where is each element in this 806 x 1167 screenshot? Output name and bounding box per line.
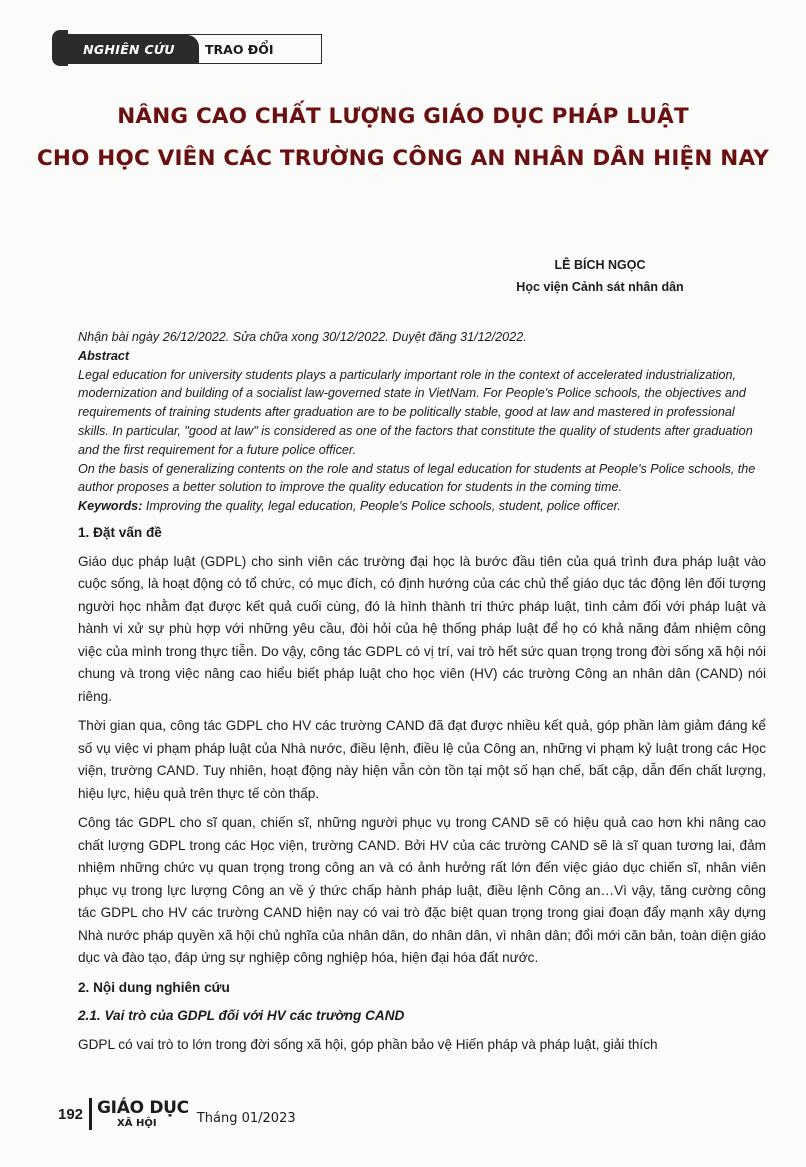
body-paragraph-4: GDPL có vai trò to lớn trong đời sống xã hội, góp phần bảo vệ Hiến pháp và pháp luật, giải thích — [78, 1036, 658, 1052]
subsection-heading-2-1: 2.1. Vai trò của GDPL đối với HV các trường CAND — [78, 1008, 405, 1023]
journal-logo — [97, 1097, 189, 1129]
footer-divider — [89, 1098, 92, 1130]
body-paragraph-2: Thời gian qua, công tác GDPL cho HV các trường CAND đã đạt được nhiều kết quả, góp phần làm giảm đáng kể số vụ việc vi phạm pháp luật của Nhà nước, điều lệnh, điều lệ của Công an, những vi phạm kỷ luật trong các Học viện, trường CAND. Tuy nhiên, hoạt động này hiện vẫn còn tồn tại một số hạn chế, bất cập, dẫn đến chất lượng, hiệu lực, hiệu quả trên thực tế còn thấp. — [78, 718, 766, 801]
keywords-line — [78, 497, 766, 516]
issue-date: Tháng 01/2023 — [196, 1110, 296, 1126]
section-heading-1: 1. Đặt vấn đề — [78, 525, 162, 540]
keywords-label: Keywords: — [78, 499, 143, 514]
title-line-1: NÂNG CAO CHẤT LƯỢNG GIÁO DỤC PHÁP LUẬT — [117, 104, 689, 129]
abstract-block — [78, 328, 766, 516]
section-heading-2: 2. Nội dung nghiên cứu — [78, 979, 230, 995]
abstract-heading: Abstract — [78, 348, 130, 363]
page-number: 192 — [58, 1105, 84, 1123]
section-label-research: NGHIÊN CỨU — [59, 35, 199, 63]
author-block — [470, 254, 730, 298]
abstract-paragraph-1: Legal education for university students plays a particularly important role in the context of accelerated industrialization, modernization and building of a socialist law-governed state in VietNam. For People's Police schools, the objectives and requirements of training students after graduation are to be politically stable, good at law and mastered in professional skills. In particular, "good at law" is considered as one of the factors that constitute the quality of students after graduation and the first requirement for a future police officer. — [78, 367, 753, 457]
title-line-2: CHO HỌC VIÊN CÁC TRƯỜNG CÔNG AN NHÂN DÂN HIỆN NAY — [36, 146, 770, 171]
keywords-text: Improving the quality, legal education, People's Police schools, student, police officer. — [142, 499, 621, 514]
body-paragraph-1: Giáo dục pháp luật (GDPL) cho sinh viên các trường đại học là bước đầu tiên của quá trình đưa pháp luật vào cuộc sống, là hoạt động có tổ chức, có mục đích, có định hướng của các chủ thể giáo dục tác động lên đối tượng người học nhằm đạt được kết quả cuối cùng, đó là hình thành tri thức pháp luật, tình cảm đối với pháp luật và hành vi xử sự phù hợp với những yêu cầu, đòi hỏi của hệ thống pháp luật để họ có khả năng đảm nhiệm công việc của mình trong thực tiễn. Do vậy, công tác GDPL có vị trí, vai trò hết sức quan trọng trong đời sống xã hội nói chung và trong việc nâng cao hiểu biết pháp luật cho học viên (HV) các trường Công an nhân dân (CAND) nói riêng. — [78, 553, 766, 704]
article-body — [78, 522, 766, 1063]
submission-dates: Nhận bài ngày 26/12/2022. Sửa chữa xong 30/12/2022. Duyệt đăng 31/12/2022. — [78, 330, 527, 344]
page-footer — [58, 1094, 358, 1134]
logo-main-text: GIÁO DỤC — [97, 1097, 189, 1118]
author-name: LÊ BÍCH NGỌC — [554, 258, 646, 272]
section-label-exchange: TRAO ĐỔI — [205, 41, 274, 57]
article-title — [30, 96, 776, 180]
section-header — [58, 34, 322, 64]
body-paragraph-3: Công tác GDPL cho sĩ quan, chiến sĩ, những người phục vụ trong CAND sẽ có hiệu quả cao hơn khi nâng cao chất lượng GDPL trong các Học viện, trường CAND. Bởi HV của các trường CAND sẽ là sĩ quan tương lai, đảm nhiệm những chức vụ quan trọng trong công an và có ảnh hưởng rất lớn đến việc giáo dục chiến sĩ, nhân viên phục vụ trong lực lượng Công an về ý thức chấp hành pháp luật, điều lệnh Công an…Vì vậy, tăng cường công tác GDPL cho HV các trường CAND hiện nay có vai trò đặc biệt quan trọng trong giai đoạn đẩy mạnh xây dựng Nhà nước pháp quyền xã hội chủ nghĩa của nhân dân, do nhân dân, vì nhân dân; đổi mới căn bản, toàn diện giáo dục và đào tạo, đáp ứng sự nghiệp công nghiệp hóa, hiện đại hóa đất nước. — [78, 815, 766, 965]
author-affiliation: Học viện Cảnh sát nhân dân — [516, 280, 684, 294]
logo-sub-text: XÃ HỘI — [117, 1117, 157, 1129]
abstract-paragraph-2: On the basis of generalizing contents on the role and status of legal education for students at People's Police schools, the author proposes a better solution to improve the quality education for students in the coming time. — [78, 461, 756, 495]
